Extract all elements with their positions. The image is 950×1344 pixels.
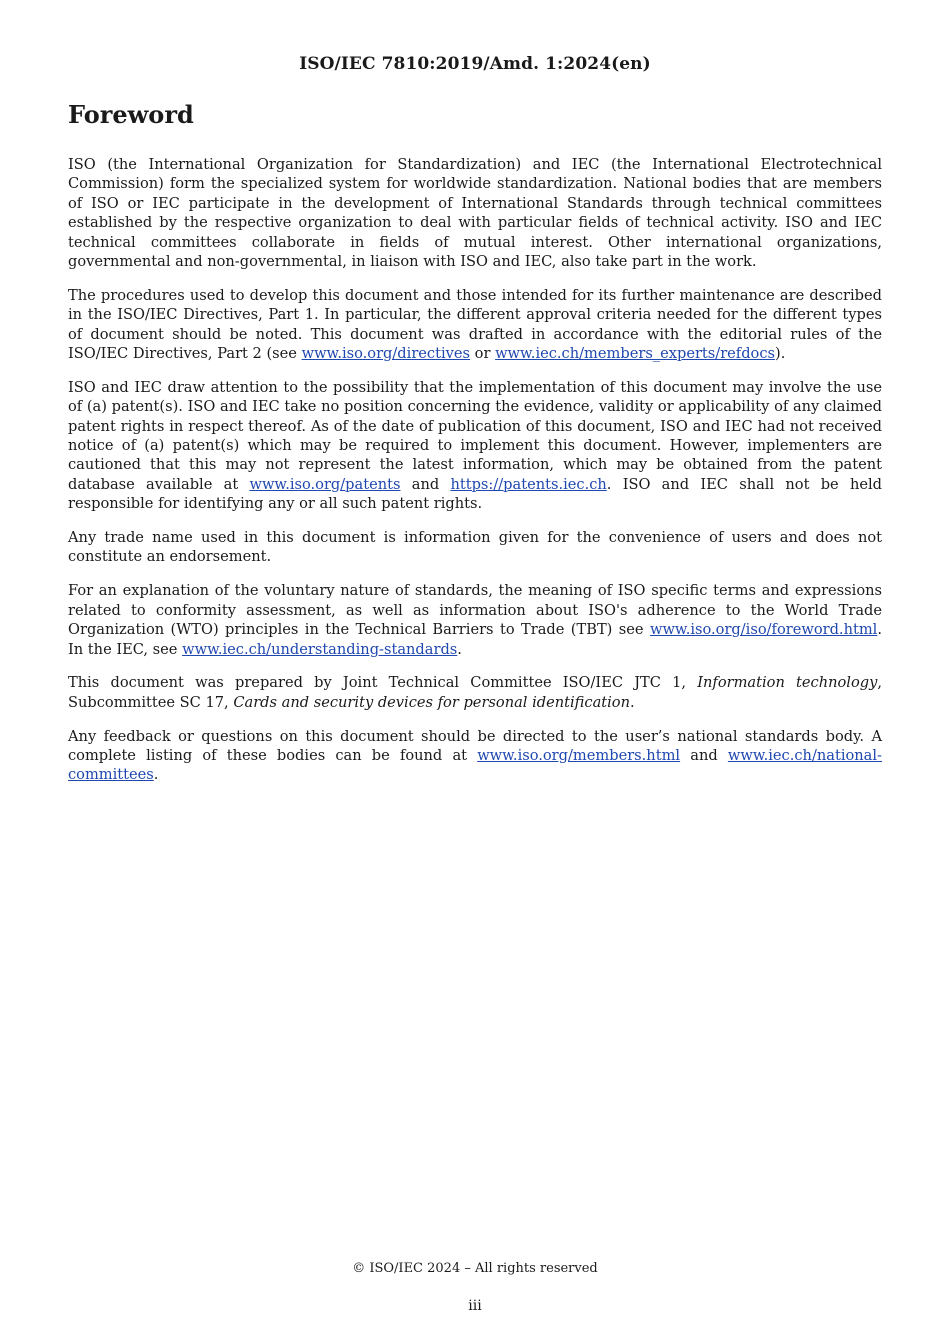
link-iec-patents[interactable]: https://patents.iec.ch [450,475,607,493]
text: , Subcommittee SC 17, [68,674,882,711]
paragraph-voluntary-nature [68,581,882,659]
paragraph-trade-name: Any trade name used in this document is information given for the convenience of users and does not constitute an endorsement. [68,529,882,566]
foreword-body [68,155,882,799]
text: . ISO and IEC shall not be held responsible for identifying any or all such patent rights. [68,475,882,513]
text: For an explanation of the voluntary nature of standards, the meaning of ISO specific terms and expressions related to conformity assessment, as well as information about ISO's adherence to the World Trade Organization (WTO) principles in the Technical Barriers to Trade (TBT) see [68,582,882,639]
link-iso-members[interactable]: www.iso.org/members.html [477,746,681,764]
link-iec-understanding-standards[interactable]: www.iec.ch/understanding-standards [182,640,458,658]
text: and [680,746,728,764]
paragraph-feedback [68,727,882,785]
paragraph-procedures [68,286,882,364]
text: The procedures used to develop this document and those intended for its further maintenance are described in the ISO/IEC Directives, Part 1. In particular, the different approval criteria needed for the different types of document should be noted. This document was drafted in accordance with the editorial rules of the ISO/IEC Directives, Part 2 (see [68,286,882,363]
link-iso-foreword[interactable]: www.iso.org/iso/foreword.html [649,621,878,639]
text: . [457,640,462,658]
text: . In the IEC, see [68,621,882,658]
link-iso-patents[interactable]: www.iso.org/patents [249,475,401,493]
paragraph-organizations: ISO (the International Organization for Standardization) and IEC (the International Electrotechnical Commission) form the specialized system for worldwide standardization. National bodies that are members of ISO or IEC participate in the development of International Standards through technical committees established by the respective organization to deal with particular fields of technical activity. ISO and IEC technical committees collaborate in fields of mutual interest. Other international organizations, governmental and non-governmental, in liaison with ISO and IEC, also take part in the work. [68,156,882,271]
paragraph-committee [68,673,882,712]
link-iec-national-committees[interactable]: www.iec.ch/national-committees [68,746,882,784]
text: This document was prepared by Joint Technical Committee ISO/IEC JTC 1, [68,674,698,692]
text: and [400,475,451,493]
subcommittee-title: Cards and security devices for personal identification [233,693,630,711]
page-number: iii [468,1298,482,1314]
section-heading: Foreword [68,100,194,129]
text: ). [775,345,786,363]
text: ISO and IEC draw attention to the possibility that the implementation of this document may involve the use of (a) patent(s). ISO and IEC take no position concerning the evidence, validity or applicability of any claimed patent rights in respect thereof. As of the date of publication of this document, ISO and IEC had not received notice of (a) patent(s) which may be required to implement this document. However, implementers are cautioned that this may not represent the latest information, which may be obtained from the patent database available at [68,378,882,493]
text: Any feedback or questions on this document should be directed to the user’s national standards body. A complete listing of these bodies can be found at [68,727,882,764]
link-iso-directives[interactable]: www.iso.org/directives [301,345,471,363]
paragraph-patents [68,378,882,514]
text: . [630,693,635,711]
text: . [153,766,159,784]
copyright-footer: © ISO/IEC 2024 – All rights reserved [352,1261,598,1276]
committee-title: Information technology [697,674,878,692]
text: or [470,345,496,363]
link-iec-refdocs[interactable]: www.iec.ch/members_experts/refdocs [495,345,776,363]
running-header: ISO/IEC 7810:2019/Amd. 1:2024(en) [299,54,651,74]
